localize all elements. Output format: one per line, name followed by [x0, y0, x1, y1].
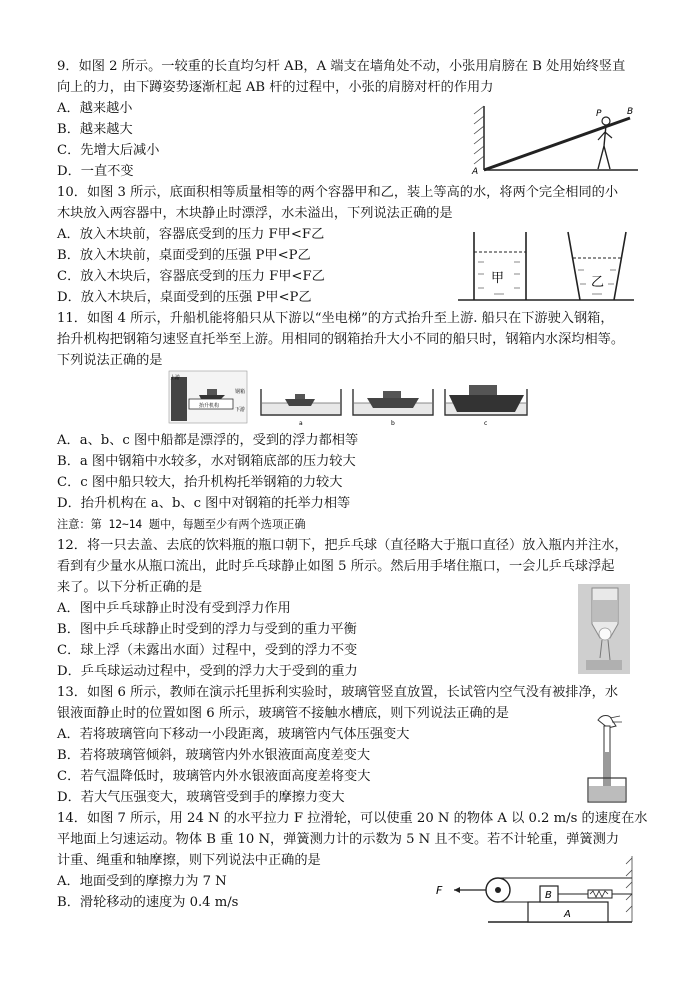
fig4-label-a: a	[299, 420, 303, 427]
q12-stem-line3: 来了。以下分析正确的是	[57, 580, 203, 595]
q12-stem-line2: 看到有少量水从瓶口流出，此时乒乓球静止如图 5 所示。然后用手堵住瓶口，一会儿乒乓球浮起	[57, 559, 615, 574]
q12-option-d: D．乒乓球运动过程中，受到的浮力大于受到的重力	[57, 664, 358, 679]
q11-option-c: C．c 图中船只较大，抬升机构托举钢箱的力较大	[57, 475, 343, 490]
q10-stem-line1: 10．如图 3 所示，底面积相等质量相等的两个容器甲和乙，装上等高的水，将两个完全相同的小	[57, 185, 619, 200]
fig4-panel-c	[445, 385, 527, 427]
figure-2-lever-diagram	[470, 104, 640, 176]
fig3-label-yi: 乙	[591, 275, 605, 290]
figure-3-containers-diagram	[458, 228, 636, 304]
multi-answer-note: 注意：第 12~14 题中，每题至少有两个选项正确	[57, 518, 306, 531]
q11-option-a: A．a、b、c 图中船都是漂浮的，受到的浮力都相等	[57, 433, 359, 448]
q10-option-a: A．放入木块前，容器底受到的压力 F甲<F乙	[57, 227, 325, 242]
figure-5-bottle-photo	[578, 584, 630, 674]
q9-option-a: A．越来越小	[57, 101, 133, 116]
q12-option-b: B．图中乒乓球静止时受到的浮力与受到的重力平衡	[57, 622, 357, 637]
fig4-panel-overview	[169, 371, 247, 423]
q13-option-c: C．若气温降低时，玻璃管内外水银液面高度差将变大	[57, 769, 371, 784]
q14-option-a: A．地面受到的摩擦力为 7 N	[57, 874, 227, 889]
figure-6-torricelli-diagram	[582, 712, 632, 804]
q9-option-c: C．先增大后减小	[57, 143, 160, 158]
q11-stem-line3: 下列说法正确的是	[57, 353, 163, 368]
q13-option-b: B．若将玻璃管倾斜，玻璃管内外水银液面高度差变大	[57, 748, 371, 763]
fig4-downstream-label: 下游	[235, 407, 246, 413]
q14-stem-line1: 14．如图 7 所示，用 24 N 的水平拉力 F 拉滑轮，可以使重 20 N 的物体 A 以 0.2 m/s 的速度在水	[57, 811, 648, 826]
fig4-label-c: c	[484, 420, 488, 427]
fig4-label-b: b	[391, 420, 395, 427]
fig3-label-jia: 甲	[491, 271, 505, 286]
fig2-label-p: P	[596, 109, 602, 119]
q14-stem-line2: 平地面上匀速运动。物体 B 重 10 N，弹簧测力计的示数为 5 N 且不变。若不计轮重，弹簧测力	[57, 832, 620, 847]
q10-option-b: B．放入木块前，桌面受到的压强 P甲<P乙	[57, 248, 311, 263]
q13-option-a: A．若将玻璃管向下移动一小段距离，玻璃管内气体压强变大	[57, 727, 410, 742]
fig2-label-b: B	[627, 107, 634, 117]
figure-7-pulley-diagram	[430, 852, 640, 926]
q11-stem-line2: 抬升机构把钢箱匀速竖直托举至上游。用相同的钢箱抬升大小不同的船只时，钢箱内水深均相等。	[57, 332, 625, 347]
fig7-label-f: F	[436, 884, 443, 897]
q10-option-d: D．放入木块后，桌面受到的压强 P甲<P乙	[57, 290, 312, 305]
q9-option-d: D．一直不变	[57, 164, 134, 179]
q14-option-b: B．滑轮移动的速度为 0.4 m/s	[57, 895, 239, 910]
fig4-panel-a	[261, 389, 341, 427]
q11-option-d: D．抬升机构在 a、b、c 图中对钢箱的托举力相等	[57, 496, 351, 511]
fig4-box-label: 钢箱	[235, 389, 246, 395]
fig7-label-b: B	[545, 890, 552, 901]
q9-option-b: B．越来越大	[57, 122, 133, 137]
q11-option-b: B．a 图中钢箱中水较多，水对钢箱底部的压力较大	[57, 454, 356, 469]
q12-option-a: A．图中乒乓球静止时没有受到浮力作用	[57, 601, 291, 616]
fig4-panel-b	[353, 389, 433, 427]
container-yi	[568, 232, 626, 300]
figure-4-ship-lift-diagram	[169, 371, 531, 427]
q11-stem-line1: 11．如图 4 所示，升船机能将船只从下游以“坐电梯”的方式抬升至上游. 船只在下游驶入钢箱，	[57, 311, 614, 326]
q14-stem-line3: 计重、绳重和轴摩擦，则下列说法中正确的是	[57, 853, 321, 868]
q10-stem-line2: 木块放入两容器中，木块静止时漂浮，水未溢出，下列说法正确的是	[57, 206, 453, 221]
fig7-label-a: A	[564, 909, 571, 920]
container-jia	[474, 232, 526, 300]
fig4-upstream-label: 上游	[170, 375, 181, 381]
q13-stem-line2: 银液面静止时的位置如图 6 所示，玻璃管不接触水槽底，则下列说法正确的是	[57, 706, 509, 721]
fig4-mech-label: 抬升机构	[199, 403, 220, 409]
force-arrow-icon	[454, 887, 460, 893]
q12-option-c: C．球上浮（未露出水面）过程中，受到的浮力不变	[57, 643, 358, 658]
q9-stem-line2: 向上的力，由下蹲姿势逐渐杠起 AB 杆的过程中，小张的肩膀对杆的作用力	[57, 80, 494, 95]
fig2-label-a: A	[472, 167, 479, 177]
q12-stem-line1: 12．将一只去盖、去底的饮料瓶的瓶口朝下，把乒乓球（直径略大于瓶口直径）放入瓶内并注水，	[57, 538, 628, 553]
q13-stem-line1: 13．如图 6 所示，教师在演示托里拆利实验时，玻璃管竖直放置，长试管内空气没有被排净，水	[57, 685, 619, 700]
q10-option-c: C．放入木块后，容器底受到的压力 F甲<F乙	[57, 269, 325, 284]
q9-stem-line1: 9．如图 2 所示。一较重的长直均匀杆 AB，A 端支在墙角处不动，小张用肩膀在 B 处用始终竖直	[57, 59, 626, 74]
q13-option-d: D．若大气压强变大，玻璃管受到手的摩擦力变大	[57, 790, 345, 805]
